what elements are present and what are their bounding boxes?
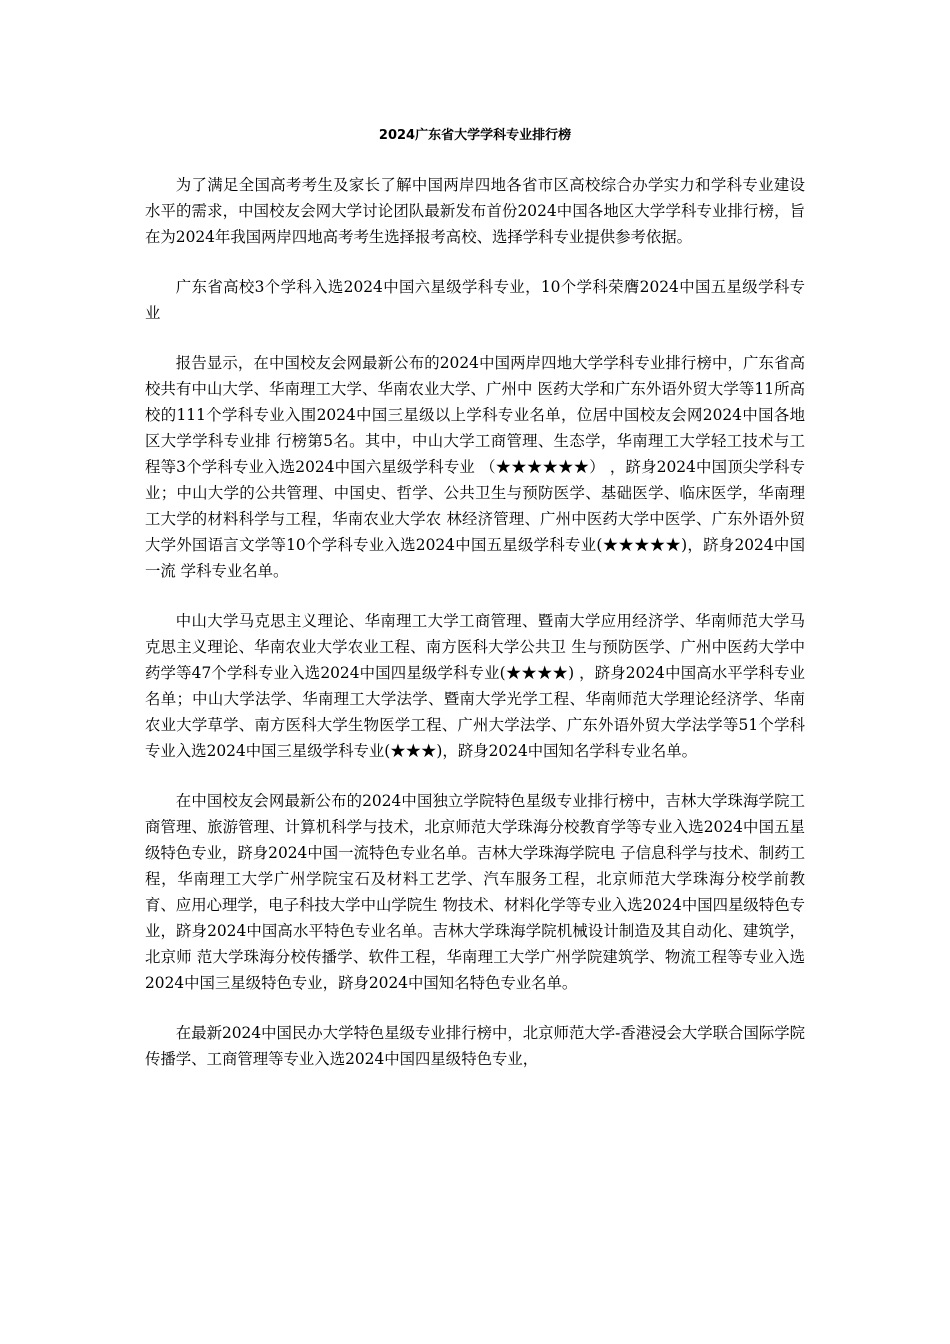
paragraph-independent-colleges: 在中国校友会网最新公布的2024中国独立学院特色星级专业排行榜中，吉林大学珠海学院工商管理、旅游管理、计算机科学与技术，北京师范大学珠海分校教育学等专业入选2024中国五星级特色专业，跻身2024中国一流特色专业名单。吉林大学珠海学院电 子信息科学与技术、制药工程，华南理工大学广州学院宝石及材料工艺学、汽车服务工程，北京师范大学珠海分校学前教育、应用心理学，电子科技大学中山学院生 物技术、材料化学等专业入选2024中国四星级特色专业，跻身2024中国高水平特色专业名单。吉林大学珠海学院机械设计制造及其自动化、建筑学，北京师 范大学珠海分校传播学、软件工程，华南理工大学广州学院建筑学、物流工程等专业入选2024中国三星级特色专业，跻身2024中国知名特色专业名单。 [145,792,805,992]
document-body [145,172,805,1096]
paragraph-four-star: 中山大学马克思主义理论、华南理工大学工商管理、暨南大学应用经济学、华南师范大学马克思主义理论、华南农业大学农业工程、南方医科大学公共卫 生与预防医学、广州中医药大学中药学等47个学科专业入选2024中国四星级学科专业(★★★★) ，跻身2024中国高水平学科专业名单；中山大学法学、华南理工大学法学、暨南大学光学工程、华南师范大学理论经济学、华南农业大学草学、南方医科大学生物医学工程、广州大学法学、广东外语外贸大学法学等51个学科专业入选2024中国三星级学科专业(★★★)，跻身2024中国知名学科专业名单。 [145,612,805,760]
paragraph-intro: 为了满足全国高考考生及家长了解中国两岸四地各省市区高校综合办学实力和学科专业建设水平的需求，中国校友会网大学讨论团队最新发布首份2024中国各地区大学学科专业排行榜，旨在为2024年我国两岸四地高考考生选择报考高校、选择学科专业提供参考依据。 [145,176,805,246]
paragraph-report: 报告显示，在中国校友会网最新公布的2024中国两岸四地大学学科专业排行榜中，广东省高校共有中山大学、华南理工大学、华南农业大学、广州中 医药大学和广东外语外贸大学等11所高校的111个学科专业入围2024中国三星级以上学科专业名单，位居中国校友会网2024中国各地区大学学科专业排 行榜第5名。其中，中山大学工商管理、生态学，华南理工大学轻工技术与工程等3个学科专业入选2024中国六星级学科专业 （★★★★★★） ，跻身2024中国顶尖学科专业；中山大学的公共管理、中国史、哲学、公共卫生与预防医学、基础医学、临床医学，华南理工大学的材料科学与工程，华南农业大学农 林经济管理、广州中医药大学中医学、广东外语外贸大学外国语言文学等10个学科专业入选2024中国五星级学科专业(★★★★★)，跻身2024中国一流 学科专业名单。 [145,354,805,580]
paragraph-private-universities: 在最新2024中国民办大学特色星级专业排行榜中，北京师范大学-香港浸会大学联合国际学院传播学、工商管理等专业入选2024中国四星级特色专业， [145,1024,806,1068]
document-title: 2024广东省大学学科专业排行榜 [378,128,572,143]
paragraph-headline: 广东省高校3个学科入选2024中国六星级学科专业，10个学科荣膺2024中国五星级学科专业 [145,278,805,322]
